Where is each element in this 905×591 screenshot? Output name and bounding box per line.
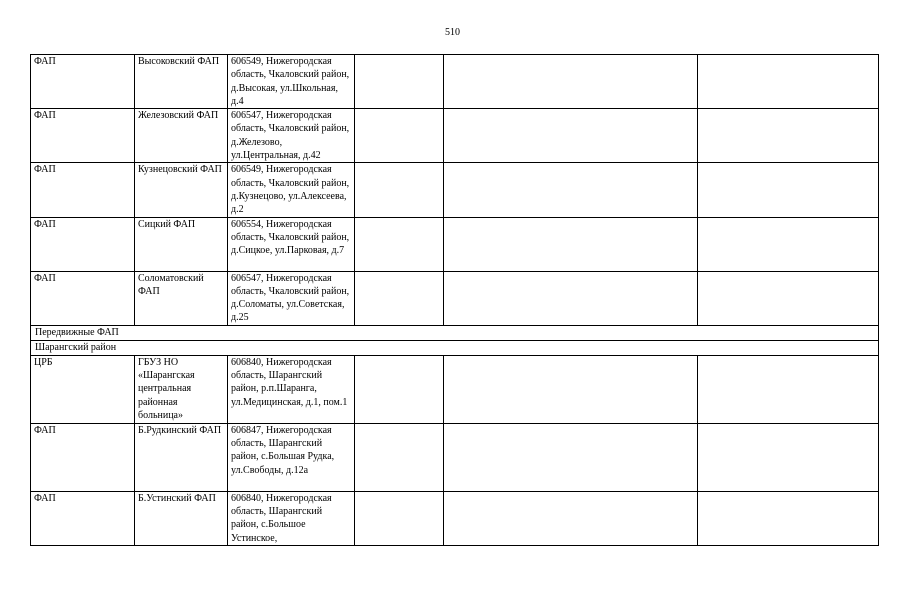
facility-address-cell: 606547, Нижегородская область, Чкаловский район, д.Соломаты, ул.Советская, д.25 xyxy=(228,271,355,325)
empty-cell xyxy=(444,55,698,109)
empty-cell xyxy=(355,109,444,163)
empty-cell xyxy=(355,217,444,271)
section-row-mobile xyxy=(31,325,879,340)
facility-address-cell: 606549, Нижегородская область, Чкаловский район, д.Высокая, ул.Школьная, д.4 xyxy=(228,55,355,109)
empty-cell xyxy=(698,491,879,545)
empty-cell xyxy=(698,217,879,271)
empty-cell xyxy=(444,491,698,545)
empty-cell xyxy=(355,55,444,109)
facility-name-cell: Сицкий ФАП xyxy=(135,217,228,271)
table-row xyxy=(31,55,879,109)
facility-name-cell: Кузнецовский ФАП xyxy=(135,163,228,217)
facility-address-cell: 606554, Нижегородская область, Чкаловский район, д.Сицкое, ул.Парковая, д.7 xyxy=(228,217,355,271)
empty-cell xyxy=(355,355,444,423)
facility-type-cell: ФАП xyxy=(31,271,135,325)
facilities-table xyxy=(30,54,879,546)
page-number: 510 xyxy=(445,27,460,38)
facility-type-cell: ФАП xyxy=(31,491,135,545)
table-row xyxy=(31,355,879,423)
empty-cell xyxy=(355,423,444,491)
empty-cell xyxy=(444,271,698,325)
empty-cell xyxy=(698,55,879,109)
empty-cell xyxy=(698,355,879,423)
facility-address-cell: 606547, Нижегородская область, Чкаловский район, д.Железово, ул.Центральная, д.42 xyxy=(228,109,355,163)
empty-cell xyxy=(444,217,698,271)
facility-name-cell: ГБУЗ НО «Шарангская центральная районная больница» xyxy=(135,355,228,423)
facility-name-cell: Б.Устинский ФАП xyxy=(135,491,228,545)
empty-cell xyxy=(698,271,879,325)
empty-cell xyxy=(355,271,444,325)
table-row xyxy=(31,109,879,163)
section-label-district: Шарангский район xyxy=(31,340,879,355)
facility-type-cell: ФАП xyxy=(31,217,135,271)
facility-type-cell: ЦРБ xyxy=(31,355,135,423)
facility-name-cell: Высоковский ФАП xyxy=(135,55,228,109)
facility-name-cell: Железовский ФАП xyxy=(135,109,228,163)
table-row xyxy=(31,163,879,217)
facility-address-cell: 606840, Нижегородская область, Шарангский район, р.п.Шаранга, ул.Медицинская, д.1, пом.1 xyxy=(228,355,355,423)
facility-address-cell: 606549, Нижегородская область, Чкаловский район, д.Кузнецово, ул.Алексеева, д.2 xyxy=(228,163,355,217)
empty-cell xyxy=(698,423,879,491)
facility-address-cell: 606840, Нижегородская область, Шарангский район, с.Большое Устинское, xyxy=(228,491,355,545)
empty-cell xyxy=(444,109,698,163)
table-row xyxy=(31,271,879,325)
facility-address-cell: 606847, Нижегородская область, Шарангский район, с.Большая Рудка, ул.Свободы, д.12а xyxy=(228,423,355,491)
section-label-mobile: Передвижные ФАП xyxy=(31,325,879,340)
empty-cell xyxy=(444,355,698,423)
empty-cell xyxy=(444,423,698,491)
table-row xyxy=(31,491,879,545)
facility-type-cell: ФАП xyxy=(31,423,135,491)
empty-cell xyxy=(698,109,879,163)
facility-name-cell: Б.Рудкинский ФАП xyxy=(135,423,228,491)
facility-type-cell: ФАП xyxy=(31,109,135,163)
facility-type-cell: ФАП xyxy=(31,55,135,109)
empty-cell xyxy=(355,163,444,217)
empty-cell xyxy=(355,491,444,545)
section-row-district xyxy=(31,340,879,355)
facility-name-cell: Соломатовский ФАП xyxy=(135,271,228,325)
empty-cell xyxy=(444,163,698,217)
facility-type-cell: ФАП xyxy=(31,163,135,217)
table-row xyxy=(31,217,879,271)
empty-cell xyxy=(698,163,879,217)
table-row xyxy=(31,423,879,491)
